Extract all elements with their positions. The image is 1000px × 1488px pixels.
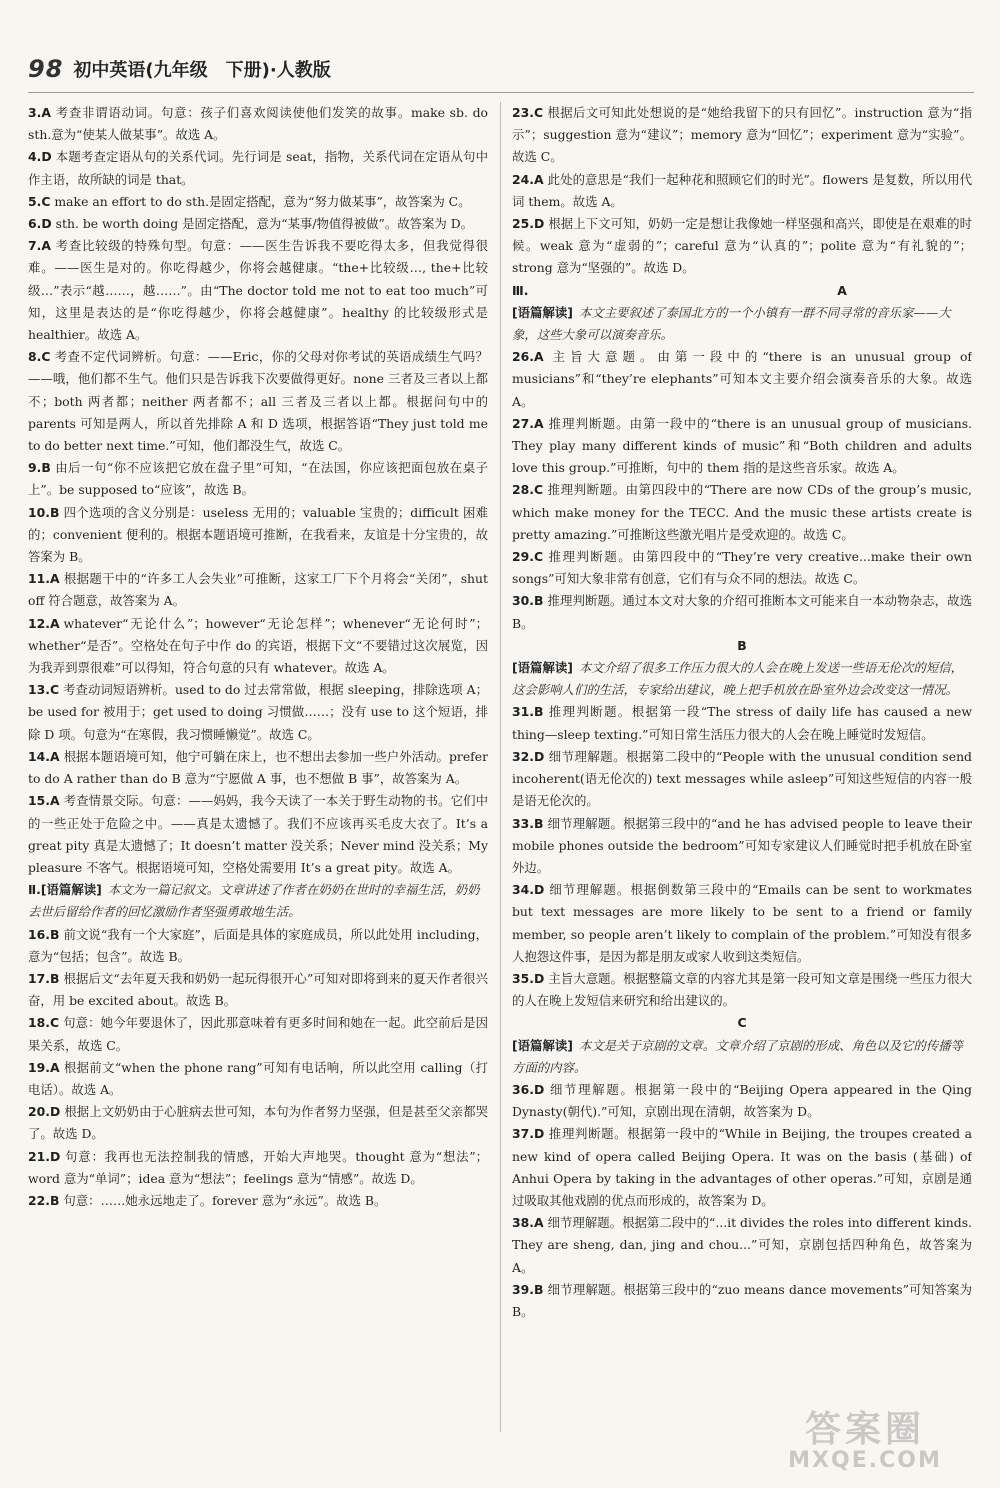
answer-explanation: 细节理解题。根据第一段中的“Beijing Opera appeared in the Qing Dynasty(朝代).”可知，京剧出现在清朝，故答案为 D。 — [512, 1081, 972, 1120]
answer-number: 35.D — [512, 970, 545, 986]
answer-explanation: 细节理解题。根据第二段中的“...it divides the roles into different kinds. They are sheng, dan, jing and chou...”可知，京剧包括四种角色，故答案为 A。 — [512, 1215, 972, 1275]
passage-intro — [512, 657, 972, 701]
answer-number: 9.B — [28, 460, 51, 476]
answer-explanation: 推理判断题。根据第一段“The stress of daily life has caused a new thing—sleep texting.”可知日常生活压力很大的人会在晚上睡觉时发短信。 — [512, 704, 972, 742]
answer-item — [512, 479, 972, 546]
answer-item — [512, 879, 972, 968]
answer-item — [512, 213, 972, 280]
answer-item — [28, 1190, 488, 1212]
answer-number: 5.C — [28, 193, 51, 209]
answer-number: 4.D — [28, 149, 52, 165]
answer-explanation: 根据后文可知此处想说的是“她给我留下的只有回忆”。instruction 意为“指示”；suggestion 意为“建议”；memory 意为“回忆”；experiment 意为“实验”。故选 C。 — [512, 105, 972, 165]
passage-intro-label: [语篇解读] — [512, 304, 573, 320]
answer-explanation: 主旨大意题。由第一段中的“there is an unusual group of musicians”和“they’re elephants”可知本文主要介绍会演奏音乐的大象。故选 A。 — [512, 349, 972, 409]
answer-explanation: 考查情景交际。句意：——妈妈，我今天读了一本关于野生动物的书。它们中的一些正处于危险之中。——真是太遗憾了。我们不应该再买毛皮大衣了。It’s a great pity 真是太遗憾了；It doesn’t matter 没关系；Never mind 没关系；My pleasure 不客气。根据语境可知，空格处需要用 It’s a great pity。故选 A。 — [28, 793, 488, 875]
answer-item — [28, 968, 488, 1012]
answer-number: 17.B — [28, 970, 60, 986]
answer-item — [512, 968, 972, 1012]
answer-number: 28.C — [512, 482, 544, 498]
answer-item — [28, 1012, 488, 1056]
answer-number: 8.C — [28, 349, 51, 365]
passage-heading: A — [837, 282, 847, 298]
answer-number: 31.B — [512, 704, 544, 720]
section-roman-numeral: Ⅱ. — [28, 882, 41, 898]
passage-intro-label: [语篇解读] — [40, 882, 102, 898]
answer-item — [512, 813, 972, 880]
answer-number: 10.B — [28, 504, 60, 520]
answer-item — [28, 102, 488, 146]
answer-explanation: 句意：我再也无法控制我的情感，开始大声地哭。thought 意为“想法”；word 意为“单词”；idea 意为“想法”；feelings 意为“情感”。故选 D。 — [28, 1148, 488, 1186]
answer-item — [28, 1146, 488, 1190]
answer-item — [512, 413, 972, 480]
watermark-logo: 答案圈 — [804, 1409, 925, 1450]
watermark — [760, 1410, 970, 1474]
answer-number: 30.B — [512, 593, 544, 609]
answer-number: 21.D — [28, 1148, 61, 1164]
answer-item — [28, 746, 488, 790]
passage-intro — [28, 879, 488, 923]
passage-intro-text: 本文是关于京剧的文章。文章介绍了京剧的形成、角色以及它的传播等方面的内容。 — [512, 1037, 963, 1075]
answer-number: 13.C — [28, 682, 60, 698]
answer-number: 19.A — [28, 1059, 60, 1075]
answer-item — [28, 346, 488, 457]
passage-heading: C — [737, 1015, 747, 1031]
answer-number: 18.C — [28, 1015, 60, 1031]
answer-explanation: 细节理解题。根据第三段中的“and he has advised people to leave their mobile phones outside the bedroom”可知专家建议人们睡觉时把手机放在卧室外边。 — [512, 815, 972, 875]
answer-explanation: 根据上下文可知，奶奶一定是想让我像她一样坚强和高兴，即使是在艰难的时候。weak 意为“虚弱的”；careful 意为“认真的”；polite 意为“有礼貌的”；strong 意为“坚强的”。故选 D。 — [512, 216, 972, 276]
answer-explanation: 考查动词短语辨析。used to do 过去常常做，根据 sleeping，排除选项 A；be used for 被用于；get used to doing 习惯做……；没有 use to 这个短语，排除 D 项。句意为“在寒假，我习惯睡懒觉”。故选 C。 — [28, 682, 488, 742]
answer-number: 22.B — [28, 1192, 60, 1208]
answer-explanation: 推理判断题。由第一段中的“there is an unusual group of musicians. They play many different kinds of music”和“Both children and adults love this group.”可推断，句中的 them 指的是这些音乐家。故选 A。 — [512, 415, 972, 476]
answer-item — [512, 1212, 972, 1279]
answer-explanation: 句意：……她永远地走了。forever 意为“永远”。故选 B。 — [63, 1192, 387, 1208]
answer-item — [512, 169, 972, 213]
left-column — [28, 102, 488, 1462]
answer-item — [512, 746, 972, 813]
answer-number: 38.A — [512, 1215, 544, 1231]
answer-explanation: 考查非谓语动词。句意：孩子们喜欢阅读使他们发笑的故事。make sb. do sth.意为“使某人做某事”。故选 A。 — [28, 105, 488, 143]
answer-number: 11.A — [28, 571, 60, 587]
passage-intro-text: 本文介绍了很多工作压力很大的人会在晚上发送一些语无伦次的短信，这会影响人们的生活，专家给出建议，晚上把手机放在卧室外边会改变这一情况。 — [512, 660, 963, 698]
page-title: 初中英语(九年级 下册)·人教版 — [73, 60, 331, 81]
answer-explanation: sth. be worth doing 是固定搭配，意为“某事/物值得被做”。故答案为 D。 — [55, 216, 474, 232]
answer-explanation: 根据前文“when the phone rang”可知有电话响，所以此空用 calling（打电话）。故选 A。 — [28, 1059, 488, 1097]
answer-number: 6.D — [28, 216, 52, 232]
answer-explanation: 四个选项的含义分别是：useless 无用的；valuable 宝贵的；difficult 困难的；convenient 便利的。根据本题语境可推断，在我看来，友谊是十分宝贵的，故答案为 B。 — [28, 504, 488, 565]
answer-explanation: 根据上文奶奶由于心脏病去世可知，本句为作者努力坚强，但是甚至父亲都哭了。故选 D。 — [28, 1104, 488, 1142]
answer-number: 7.A — [28, 238, 51, 254]
answer-explanation: make an effort to do sth.是固定搭配，意为“努力做某事”，故答案为 C。 — [54, 193, 471, 209]
column-divider — [500, 102, 501, 1432]
passage-intro-label: [语篇解读] — [512, 1037, 573, 1053]
header-rule — [28, 92, 974, 93]
passage-intro-text: 本文为一篇记叙文。文章讲述了作者在奶奶在世时的幸福生活，奶奶去世后留给作者的回忆激励作者坚强勇敢地生活。 — [28, 882, 480, 920]
answer-number: 33.B — [512, 815, 544, 831]
answer-explanation: 根据本题语境可知，他宁可躺在床上，也不想出去参加一些户外活动。prefer to do A rather than do B 意为“宁愿做 A 事，也不想做 B 事”，故答案为 A。 — [28, 748, 488, 787]
answer-number: 14.A — [28, 748, 60, 764]
answer-explanation: 细节理解题。根据第三段中的“zuo means dance movements”可知答案为 B。 — [512, 1281, 972, 1319]
answer-item — [512, 1279, 972, 1323]
answer-number: 24.A — [512, 171, 544, 187]
passage-intro — [512, 302, 972, 346]
answer-number: 34.D — [512, 882, 545, 898]
answer-number: 27.A — [512, 415, 544, 431]
answer-item — [28, 502, 488, 569]
answer-item — [512, 701, 972, 745]
passage-intro-text: 本文主要叙述了泰国北方的一个小镇有一群不同寻常的音乐家——大象，这些大象可以演奏音乐。 — [512, 304, 951, 343]
answer-item — [28, 457, 488, 501]
answer-number: 23.C — [512, 105, 544, 120]
answer-item — [28, 679, 488, 746]
watermark-url: MXQE.COM — [788, 1448, 942, 1473]
answer-explanation: 推理判断题。由第四段中的“There are now CDs of the group’s music, which make money for the TECC. And the music these artists create is pretty amazing.”可推断这些激光唱片是受欢迎的。故选 C。 — [512, 482, 972, 542]
answer-number: 39.B — [512, 1281, 544, 1297]
answer-explanation: 推理判断题。通过本文对大象的介绍可推断本文可能来自一本动物杂志，故选 B。 — [512, 593, 972, 631]
answer-item — [28, 790, 488, 879]
answer-number: 36.D — [512, 1081, 545, 1097]
passage-intro — [512, 1035, 972, 1079]
passage-intro-label: [语篇解读] — [512, 660, 573, 676]
answer-number: 15.A — [28, 793, 60, 809]
answer-item — [28, 1101, 488, 1145]
answer-item — [28, 146, 488, 190]
answer-number: 3.A — [28, 105, 51, 120]
answer-item — [28, 568, 488, 612]
answer-explanation: 细节理解题。根据第二段中的“People with the unusual condition send incoherent(语无伦次的) text messages while asleep”可知这些短信的内容一般是语无伦次的。 — [512, 748, 972, 809]
answer-item — [512, 1079, 972, 1123]
answer-item — [512, 346, 972, 413]
answer-explanation: whatever“无论什么”；however“无论怎样”；whenever“无论何时”；whether“是否”。空格处在句子中作 do 的宾语，根据下文“不要错过这次展览，因为我弄到票很难”可以得知，符合句意的只有 whatever。故选 A。 — [28, 615, 488, 676]
answer-explanation: 句意：她今年要退休了，因此那意味着有更多时间和她在一起。此空前后是因果关系，故选 C。 — [28, 1015, 488, 1053]
page-number: 98 — [28, 55, 64, 83]
answer-explanation: 考查比较级的特殊句型。句意：——医生告诉我不要吃得太多，但我觉得很难。——医生是对的。你吃得越少，你将会越健康。“the+比较级…, the+比较级…”表示“越……，越……”。由“The doctor told me not to eat too much”可知，这里是表达的是“你吃得越少，你将会越健康”。healthy 的比较级形式是 healthier。故选 A。 — [28, 238, 488, 343]
answer-number: 37.D — [512, 1126, 545, 1142]
answer-explanation: 此处的意思是“我们一起种花和照顾它们的时光”。flowers 是复数，所以用代词 them。故选 A。 — [512, 171, 972, 209]
answer-number: 16.B — [28, 926, 60, 942]
answer-number: 29.C — [512, 549, 544, 565]
answer-item — [28, 613, 488, 680]
answer-item — [512, 546, 972, 590]
answer-number: 32.D — [512, 748, 545, 764]
answer-item — [512, 102, 972, 169]
page-header — [28, 52, 331, 86]
answer-item — [512, 1123, 972, 1212]
passage-heading: B — [737, 637, 747, 653]
right-column — [512, 102, 972, 1462]
answer-explanation: 推理判断题。根据第一段中的“While in Beijing, the troupes created a new kind of opera called Beijing Opera. It was on the basis (基础) of Anhui Opera by taking in the advantages of other operas.”可知，京剧是通过吸取其他戏剧的优点而形成的，故答案为 D。 — [512, 1126, 972, 1208]
section-header-row — [512, 280, 972, 302]
answer-explanation: 细节理解题。根据倒数第三段中的“Emails can be sent to workmates but text messages are more likely to be sent to a friend or family member, so people aren’t likely to complain of the problem.”可知没有很多人抱怨这件事，是因为都是朋友或家人收到这类短信。 — [512, 882, 972, 964]
answer-number: 26.A — [512, 349, 544, 365]
answer-item — [28, 235, 488, 346]
answer-explanation: 本题考查定语从句的关系代词。先行词是 seat，指物，关系代词在定语从句中作主语，故所缺的词是 that。 — [28, 149, 488, 187]
answer-number: 20.D — [28, 1104, 61, 1120]
answer-explanation: 根据题干中的“许多工人会失业”可推断，这家工厂下个月将会“关闭”，shut off 符合题意，故答案为 A。 — [28, 571, 488, 609]
answer-explanation: 根据后文“去年夏天我和奶奶一起玩得很开心”可知对即将到来的夏天作者很兴奋，用 be excited about。故选 B。 — [28, 970, 488, 1009]
answer-explanation: 推理判断题。由第四段中的“They’re very creative...make their own songs”可知大象非常有创意，它们有与众不同的想法。故选 C。 — [512, 549, 972, 587]
answer-number: 25.D — [512, 216, 545, 232]
answer-item — [28, 191, 488, 213]
answer-explanation: 前文说“我有一个大家庭”，后面是具体的家庭成员，所以此处用 including，意为“包括；包含”。故选 B。 — [28, 926, 488, 964]
answer-explanation: 主旨大意题。根据整篇文章的内容尤其是第一段可知文章是围绕一些压力很大的人在晚上发短信来研究和给出建议的。 — [512, 970, 972, 1009]
answer-explanation: 考查不定代词辨析。句意：——Eric，你的父母对你考试的英语成绩生气吗？——哦，他们都不生气。他们只是告诉我下次要做得更好。none 三者及三者以上都不；both 两者都；neither 两者都不；all 三者及三者以上都。根据问句中的 parents 可知是两人，所以首先排除 A 和 D 选项，根据答语“They just told me to do better next time.”可知，他们都没生气，故选 C。 — [28, 349, 488, 454]
answer-explanation: 由后一句“你不应该把它放在盘子里”可知，“在法国，你应该把面包放在桌子上”。be supposed to“应该”，故选 B。 — [28, 460, 488, 498]
answer-item — [28, 1057, 488, 1101]
answer-item — [28, 213, 488, 235]
section-roman-numeral: Ⅲ. — [512, 282, 529, 298]
answer-item — [28, 924, 488, 968]
answer-number: 12.A — [28, 615, 60, 631]
answer-item — [512, 590, 972, 634]
